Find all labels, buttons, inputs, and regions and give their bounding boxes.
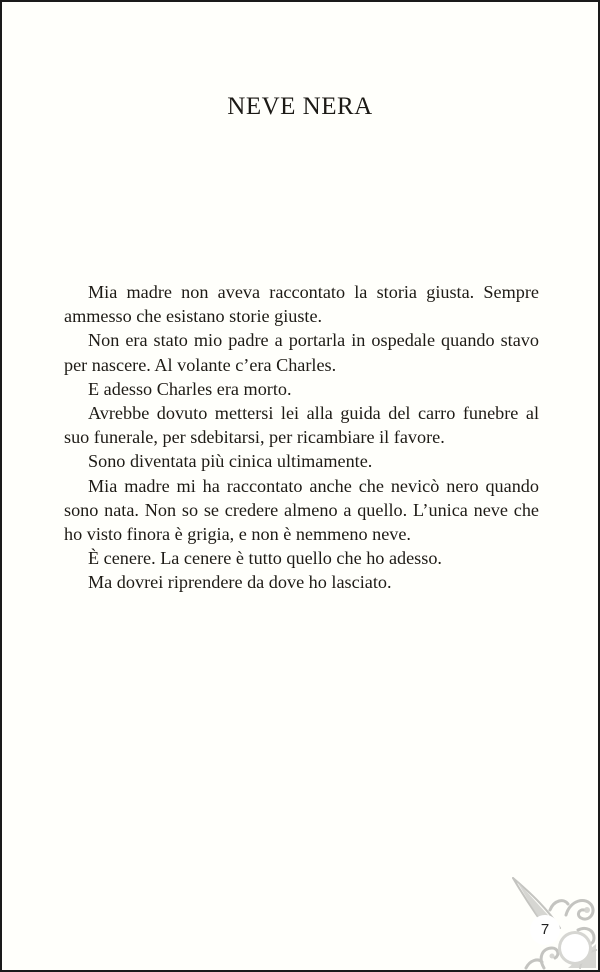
paragraph: Avrebbe dovuto mettersi lei alla guida del carro funebre al suo funerale, per sdebitarsi, per ricambiare il favore. bbox=[64, 403, 539, 448]
page-number: 7 bbox=[530, 915, 560, 945]
chapter-title: NEVE NERA bbox=[227, 93, 373, 120]
paragraph: E adesso Charles era morto. bbox=[88, 378, 292, 399]
paragraph: Ma dovrei riprendere da dove ho lasciato. bbox=[88, 572, 392, 593]
paragraph: Mia madre mi ha raccontato anche che nevicò nero quando sono nata. Non so se credere almeno a quello. L’unica neve che ho visto finora è grigia, e non è nemmeno neve. bbox=[64, 475, 539, 545]
paragraph: Sono diventata più cinica ultimamente. bbox=[88, 451, 373, 472]
paragraph: È cenere. La cenere è tutto quello che ho adesso. bbox=[88, 548, 442, 569]
chapter-body bbox=[64, 280, 539, 595]
paragraph: Mia madre non aveva raccontato la storia giusta. Sempre ammesso che esistano storie giuste. bbox=[64, 282, 539, 327]
paragraph: Non era stato mio padre a portarla in ospedale quando stavo per nascere. Al volante c’era Charles. bbox=[64, 330, 539, 375]
